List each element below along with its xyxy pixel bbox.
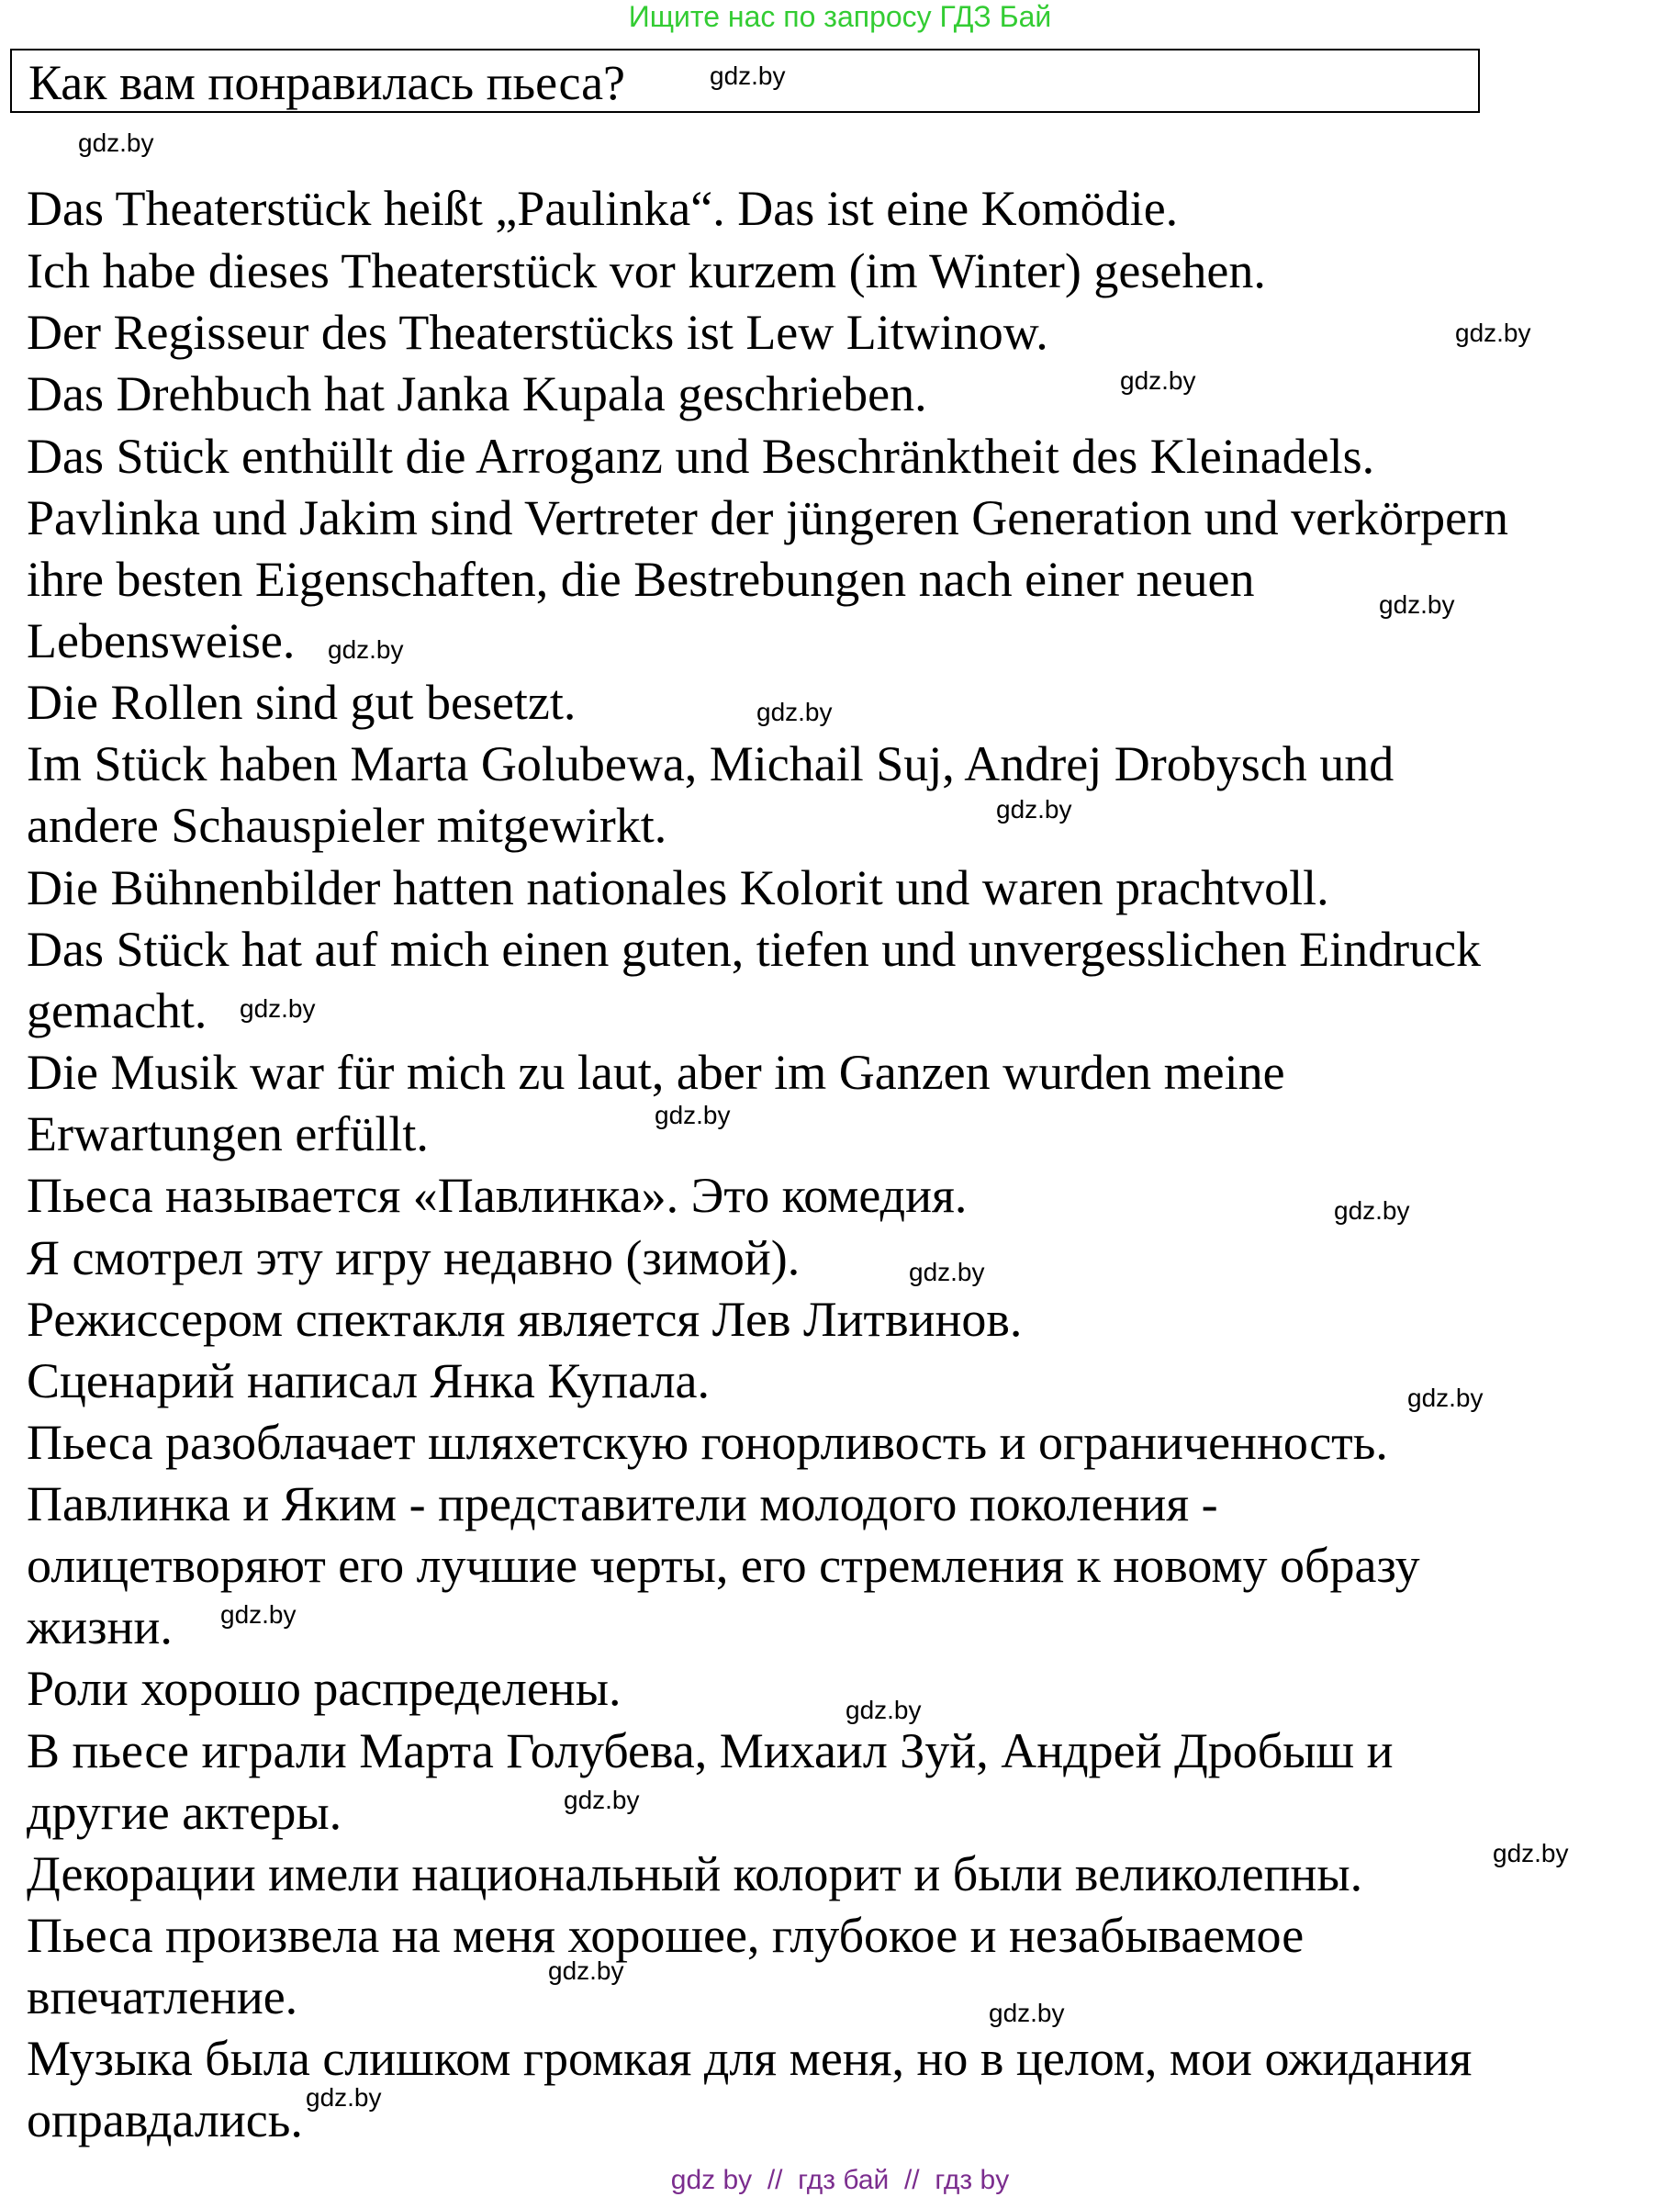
watermark: gdz.by xyxy=(306,2083,382,2112)
text-line: Erwartungen erfüllt. xyxy=(27,1106,429,1161)
watermark: gdz.by xyxy=(564,1786,640,1814)
watermark: gdz.by xyxy=(655,1101,731,1129)
text-line: ihre besten Eigenschaften, die Bestrebungen nach einer neuen xyxy=(27,552,1255,607)
watermark: gdz.by xyxy=(548,1956,624,1985)
text-line: Das Drehbuch hat Janka Kupala geschrieben. xyxy=(27,366,927,421)
text-line: Пьеса называется «Павлинка». Это комедия. xyxy=(27,1168,968,1223)
text-line: Das Stück hat auf mich einen guten, tiefen und unvergesslichen Eindruck xyxy=(27,922,1482,977)
top-banner: Ищите нас по запросу ГДЗ Бай xyxy=(628,0,1052,33)
text-line: В пьесе играли Марта Голубева, Михаил Зуй, Андрей Дробыш и xyxy=(27,1723,1394,1778)
text-line: Ich habe dieses Theaterstück vor kurzem (im Winter) gesehen. xyxy=(27,243,1266,298)
text-line: Декорации имели национальный колорит и были великолепны. xyxy=(27,1846,1363,1901)
text-line: Die Musik war für mich zu laut, aber im Ganzen wurden meine xyxy=(27,1045,1285,1100)
watermark: gdz.by xyxy=(846,1696,922,1724)
text-line: gemacht. xyxy=(27,983,207,1038)
watermark: gdz.by xyxy=(989,1999,1065,2027)
watermark: gdz.by xyxy=(1120,366,1196,395)
text-line: Pavlinka und Jakim sind Vertreter der jüngeren Generation und verkörpern xyxy=(27,490,1509,545)
text-line: Музыка была слишком громкая для меня, но в целом, мои ожидания xyxy=(27,2031,1473,2086)
text-line: Режиссером спектакля является Лев Литвинов. xyxy=(27,1292,1023,1347)
text-line: другие актеры. xyxy=(27,1785,342,1840)
watermark: gdz.by xyxy=(756,698,833,726)
text-line: жизни. xyxy=(27,1599,173,1654)
text-line: оправдались. xyxy=(27,2092,303,2147)
question-title: Как вам понравилась пьеса? xyxy=(28,55,626,110)
watermark: gdz.by xyxy=(996,795,1072,824)
watermark: gdz.by xyxy=(710,62,786,90)
text-line: Die Rollen sind gut besetzt. xyxy=(27,675,577,730)
watermark: gdz.by xyxy=(240,994,316,1023)
watermark: gdz.by xyxy=(1334,1196,1410,1225)
watermark: gdz.by xyxy=(1455,319,1531,347)
text-line: Павлинка и Яким - представители молодого поколения - xyxy=(27,1476,1218,1531)
watermark: gdz.by xyxy=(328,635,404,664)
watermark: gdz.by xyxy=(1379,590,1455,619)
text-line: Сценарий написал Янка Купала. xyxy=(27,1353,711,1408)
text-line: Das Stück enthüllt die Arroganz und Beschränktheit des Kleinadels. xyxy=(27,429,1375,484)
text-line: Das Theaterstück heißt „Paulinka“. Das ist eine Komödie. xyxy=(27,181,1179,236)
footer-links: gdz by // гдз бай // гдз by xyxy=(670,2165,1010,2195)
text-line: Lebensweise. xyxy=(27,613,296,668)
text-line: Im Stück haben Marta Golubewa, Michail Suj, Andrej Drobysch und xyxy=(27,736,1394,791)
text-line: впечатление. xyxy=(27,1969,298,2024)
text-line: Пьеса произвела на меня хорошее, глубокое и незабываемое xyxy=(27,1908,1305,1963)
watermark: gdz.by xyxy=(220,1600,297,1629)
watermark: gdz.by xyxy=(1407,1384,1484,1412)
text-line: олицетворяют его лучшие черты, его стремления к новому образу xyxy=(27,1538,1420,1593)
text-line: Die Bühnenbilder hatten nationales Kolorit und waren prachtvoll. xyxy=(27,860,1329,915)
text-line: Der Regisseur des Theaterstücks ist Lew Litwinow. xyxy=(27,305,1048,360)
text-line: andere Schauspieler mitgewirkt. xyxy=(27,798,667,853)
watermark: gdz.by xyxy=(78,129,154,157)
text-line: Роли хорошо распределены. xyxy=(27,1661,622,1716)
text-line: Я смотрел эту игру недавно (зимой). xyxy=(27,1230,801,1285)
text-line: Пьеса разоблачает шляхетскую гонорливость и ограниченность. xyxy=(27,1415,1388,1470)
watermark: gdz.by xyxy=(1493,1839,1569,1867)
watermark: gdz.by xyxy=(909,1258,985,1286)
